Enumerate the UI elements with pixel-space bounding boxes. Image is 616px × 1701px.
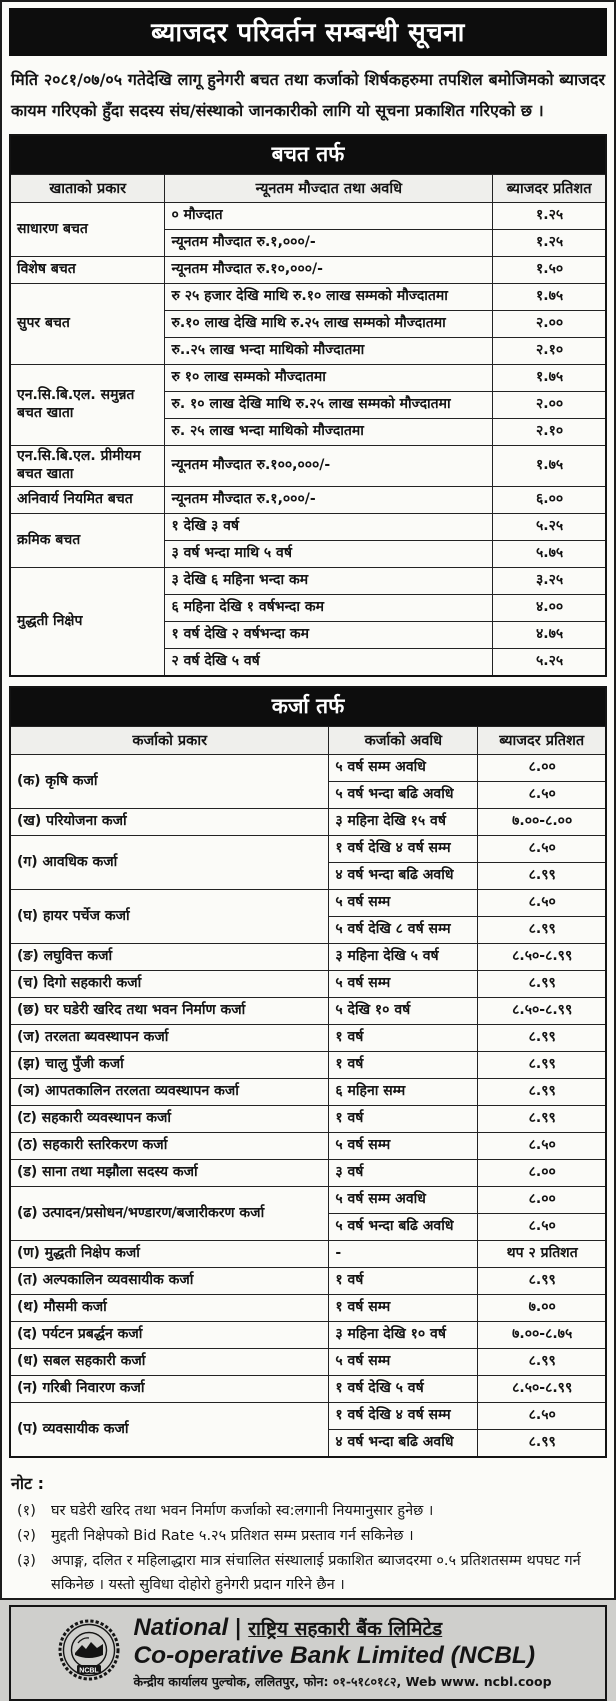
loan-table-row: [10, 1295, 606, 1322]
loan-condition-cell: ५ देखि १० वर्ष: [329, 998, 478, 1025]
loan-table-row: [10, 1133, 606, 1160]
savings-rate-cell: २.००: [493, 392, 606, 419]
savings-condition-cell: न्यूनतम मौज्दात रु.१०,०००/-: [165, 257, 493, 284]
loan-type-cell: (ट) सहकारी व्यवस्थापन कर्जा: [10, 1106, 329, 1133]
bank-footer: [9, 1605, 607, 1701]
note-number: (१): [17, 1502, 36, 1519]
loan-table-row: [10, 1106, 606, 1133]
savings-condition-cell: न्यूनतम मौज्दात रु.१,०००/-: [165, 230, 493, 257]
loan-type-cell: (घ) हायर पर्चेज कर्जा: [10, 890, 329, 944]
savings-condition-cell: ६ महिना देखि १ वर्षभन्दा कम: [165, 595, 493, 622]
loan-type-cell: (न) गरिबी निवारण कर्जा: [10, 1376, 329, 1403]
loan-table-row: [10, 890, 606, 917]
loan-condition-cell: ३ महिना देखि ५ वर्ष: [329, 944, 478, 971]
savings-table-row: [10, 446, 606, 487]
savings-rate-cell: १.७५: [493, 365, 606, 392]
savings-rate-cell: ६.००: [493, 487, 606, 514]
loan-type-cell: (त) अल्पकालिन व्यवसायीक कर्जा: [10, 1268, 329, 1295]
notes-label: नोट :: [11, 1474, 45, 1494]
loan-table-row: [10, 1241, 606, 1268]
loan-condition-cell: ३ वर्ष: [329, 1160, 478, 1187]
loan-table-row: [10, 1322, 606, 1349]
loan-rate-cell: ८.९९: [478, 1430, 606, 1458]
savings-type-cell: एन.सि.बि.एल. प्रीमीयम बचत खाता: [10, 446, 165, 487]
loan-rate-cell: ८.५०: [478, 890, 606, 917]
loan-condition-cell: ५ वर्ष सम्म: [329, 890, 478, 917]
loan-condition-cell: ६ महिना सम्म: [329, 1079, 478, 1106]
loan-type-cell: (द) पर्यटन प्रबर्द्धन कर्जा: [10, 1322, 329, 1349]
loan-condition-cell: ५ वर्ष सम्म: [329, 1349, 478, 1376]
savings-table-row: [10, 203, 606, 230]
savings-table-title: बचत तर्फ: [10, 135, 606, 175]
loan-rate-cell: ७.००-८.७५: [478, 1322, 606, 1349]
savings-table-row: [10, 284, 606, 311]
loan-column-header: कर्जाको प्रकार: [10, 727, 329, 755]
loan-condition-cell: ५ वर्ष सम्म अवधि: [329, 755, 478, 782]
savings-rate-cell: ४.७५: [493, 622, 606, 649]
loan-rate-cell: ८.५०-८.९९: [478, 1376, 606, 1403]
loan-condition-cell: १ वर्ष: [329, 1052, 478, 1079]
savings-condition-cell: रु १० लाख सम्मको मौज्दातमा: [165, 365, 493, 392]
bank-address-line: केन्द्रीय कार्यालय पुल्चोक, ललितपुर, फोन: ०१-५१८०१८२, Web www. ncbl.coop: [133, 1673, 552, 1689]
savings-rate-table: [9, 134, 607, 677]
savings-table-row: [10, 257, 606, 284]
loan-condition-cell: १ वर्ष: [329, 1106, 478, 1133]
loan-table-title: कर्जा तर्फ: [10, 687, 606, 727]
loan-rate-cell: ८.९९: [478, 1025, 606, 1052]
loan-rate-cell: ८.९९: [478, 1106, 606, 1133]
note-text: घर घडेरी खरिद तथा भवन निर्माण कर्जाको स्व:लगानी नियमानुसार हुनेछ ।: [51, 1502, 434, 1519]
loan-condition-cell: ५ वर्ष सम्म अवधि: [329, 1187, 478, 1214]
loan-condition-cell: ५ वर्ष सम्म: [329, 971, 478, 998]
loan-type-cell: (ढ) उत्पादन/प्रसोधन/भण्डारण/बजारीकरण कर्जा: [10, 1187, 329, 1241]
savings-type-cell: मुद्धती निक्षेप: [10, 568, 165, 677]
loan-condition-cell: ३ महिना देखि १० वर्ष: [329, 1322, 478, 1349]
loan-condition-cell: ३ महिना देखि १५ वर्ष: [329, 809, 478, 836]
loan-condition-cell: ४ वर्ष भन्दा बढि अवधि: [329, 1430, 478, 1458]
savings-type-cell: सुपर बचत: [10, 284, 165, 365]
loan-condition-cell: ५ वर्ष सम्म: [329, 1133, 478, 1160]
savings-condition-cell: रु.१० लाख देखि माथि रु.२५ लाख सम्मको मौज्दातमा: [165, 311, 493, 338]
loan-table-row: [10, 1268, 606, 1295]
loan-type-cell: (ङ) लघुवित्त कर्जा: [10, 944, 329, 971]
savings-column-header: खाताको प्रकार: [10, 175, 165, 203]
savings-rate-cell: १.२५: [493, 230, 606, 257]
loan-column-header: ब्याजदर प्रतिशत: [478, 727, 606, 755]
loan-table-row: [10, 1160, 606, 1187]
savings-condition-cell: २ वर्ष देखि ५ वर्ष: [165, 649, 493, 677]
savings-type-cell: विशेष बचत: [10, 257, 165, 284]
bank-name-block: [133, 1614, 551, 1690]
savings-type-cell: क्रमिक बचत: [10, 514, 165, 568]
loan-table-row: [10, 1376, 606, 1403]
savings-rate-cell: १.७५: [493, 446, 606, 487]
loan-rate-cell: ८.९९: [478, 971, 606, 998]
loan-rate-cell: ८.९९: [478, 1079, 606, 1106]
loan-rate-cell: ८.००: [478, 755, 606, 782]
loan-table-row: [10, 944, 606, 971]
savings-rate-cell: ५.७५: [493, 541, 606, 568]
savings-type-cell: एन.सि.बि.एल. समुन्नत बचत खाता: [10, 365, 165, 446]
loan-type-cell: (प) व्यवसायीक कर्जा: [10, 1403, 329, 1458]
savings-type-cell: साधारण बचत: [10, 203, 165, 257]
loan-condition-cell: १ वर्ष देखि ५ वर्ष: [329, 1376, 478, 1403]
savings-condition-cell: ३ देखि ६ महिना भन्दा कम: [165, 568, 493, 595]
loan-rate-cell: ८.५०: [478, 1214, 606, 1241]
loan-rate-cell: ८.५०: [478, 782, 606, 809]
loan-type-cell: (थ) मौसमी कर्जा: [10, 1295, 329, 1322]
loan-rate-cell: ८.५०-८.९९: [478, 998, 606, 1025]
loan-type-cell: (छ) घर घडेरी खरिद तथा भवन निर्माण कर्जा: [10, 998, 329, 1025]
savings-table-row: [10, 514, 606, 541]
loan-rate-cell: ७.००: [478, 1295, 606, 1322]
loan-condition-cell: १ वर्ष देखि ४ वर्ष सम्म: [329, 836, 478, 863]
loan-type-cell: (झ) चालु पुँजी कर्जा: [10, 1052, 329, 1079]
loan-rate-table: [9, 686, 607, 1458]
savings-rate-cell: १.५०: [493, 257, 606, 284]
savings-condition-cell: रु. २५ लाख भन्दा माथिको मौज्दातमा: [165, 419, 493, 446]
intro-paragraph: मिति २०८१/०७/०५ गतेदेखि लागू हुनेगरी बचत तथा कर्जाको शिर्षकहरुमा तपशिल बमोजिमको ब्याजदर कायम गरिएको हुँदा सदस्य संघ/संस्थाको जानकारीको लागि यो सूचना प्रकाशित गरिएको छ ।: [11, 70, 605, 121]
loan-table-row: [10, 1052, 606, 1079]
savings-condition-cell: ० मौज्दात: [165, 203, 493, 230]
note-number: (२): [17, 1528, 36, 1545]
bank-name-english: Co-operative Bank Limited (NCBL): [133, 1641, 536, 1669]
loan-rate-cell: ८.५०: [478, 836, 606, 863]
loan-type-cell: (ञ) आपतकालिन तरलता व्यवस्थापन कर्जा: [10, 1079, 329, 1106]
ncbl-logo-icon: [58, 1619, 120, 1685]
savings-rate-cell: ५.२५: [493, 514, 606, 541]
note-item: [11, 1499, 605, 1524]
loan-condition-cell: १ वर्ष देखि ४ वर्ष सम्म: [329, 1403, 478, 1430]
savings-condition-cell: ३ वर्ष भन्दा माथि ५ वर्ष: [165, 541, 493, 568]
notes-list: [11, 1499, 605, 1598]
loan-condition-cell: ५ वर्ष भन्दा बढि अवधि: [329, 1214, 478, 1241]
loan-rate-cell: ८.९९: [478, 863, 606, 890]
savings-column-header: न्यूनतम मौज्दात तथा अवधि: [165, 175, 493, 203]
note-number: (३): [17, 1553, 36, 1570]
loan-type-cell: (ध) सबल सहकारी कर्जा: [10, 1349, 329, 1376]
loan-table-row: [10, 836, 606, 863]
loan-table-row: [10, 809, 606, 836]
savings-table-body: [10, 203, 606, 677]
loan-table-row: [10, 755, 606, 782]
loan-rate-cell: ७.००-८.००: [478, 809, 606, 836]
loan-type-cell: (ख) परियोजना कर्जा: [10, 809, 329, 836]
savings-rate-cell: ३.२५: [493, 568, 606, 595]
savings-condition-cell: रु..२५ लाख भन्दा माथिको मौज्दातमा: [165, 338, 493, 365]
note-text: मुद्दती निक्षेपको Bid Rate ५.२५ प्रतिशत सम्म प्रस्ताव गर्न सकिनेछ ।: [51, 1528, 414, 1545]
savings-condition-cell: रु २५ हजार देखि माथि रु.१० लाख सम्मको मौज्दातमा: [165, 284, 493, 311]
loan-rate-cell: ८.९९: [478, 1268, 606, 1295]
loan-table-row: [10, 1079, 606, 1106]
loan-rate-cell: ८.००: [478, 1187, 606, 1214]
loan-rate-cell: ८.५०-८.९९: [478, 944, 606, 971]
savings-table-row: [10, 365, 606, 392]
loan-column-header: कर्जाको अवधि: [329, 727, 478, 755]
loan-condition-cell: १ वर्ष: [329, 1025, 478, 1052]
loan-table-row: [10, 971, 606, 998]
loan-condition-cell: ५ वर्ष भन्दा बढि अवधि: [329, 782, 478, 809]
savings-type-cell: अनिवार्य नियमित बचत: [10, 487, 165, 514]
loan-type-cell: (ठ) सहकारी स्तरिकरण कर्जा: [10, 1133, 329, 1160]
savings-table-row: [10, 487, 606, 514]
savings-rate-cell: २.१०: [493, 338, 606, 365]
page-title: ब्याजदर परिवर्तन सम्बन्धी सूचना: [9, 8, 607, 56]
loan-condition-cell: -: [329, 1241, 478, 1268]
savings-rate-cell: १.७५: [493, 284, 606, 311]
savings-rate-cell: ४.००: [493, 595, 606, 622]
loan-condition-cell: ५ वर्ष देखि ८ वर्ष सम्म: [329, 917, 478, 944]
notes-section: [9, 1467, 607, 1597]
loan-condition-cell: ४ वर्ष भन्दा बढि अवधि: [329, 863, 478, 890]
loan-table-row: [10, 1025, 606, 1052]
bank-name-english-prefix: National: [133, 1613, 229, 1641]
loan-type-cell: (क) कृषि कर्जा: [10, 755, 329, 809]
loan-condition-cell: १ वर्ष सम्म: [329, 1295, 478, 1322]
loan-rate-cell: ८.५०: [478, 1133, 606, 1160]
loan-rate-cell: ८.००: [478, 1160, 606, 1187]
savings-condition-cell: न्यूनतम मौज्दात रु.१००,०००/-: [165, 446, 493, 487]
bank-name-nepali: राष्ट्रिय सहकारी बैंक लिमिटेड: [248, 1617, 443, 1640]
loan-condition-cell: १ वर्ष: [329, 1268, 478, 1295]
loan-table-row: [10, 1349, 606, 1376]
savings-condition-cell: १ वर्ष देखि २ वर्षभन्दा कम: [165, 622, 493, 649]
savings-rate-cell: ५.२५: [493, 649, 606, 677]
savings-column-header: ब्याजदर प्रतिशत: [493, 175, 606, 203]
savings-rate-cell: २.१०: [493, 419, 606, 446]
loan-rate-cell: ८.९९: [478, 1052, 606, 1079]
loan-rate-cell: ८.५०: [478, 1403, 606, 1430]
loan-rate-cell: थप २ प्रतिशत: [478, 1241, 606, 1268]
loan-type-cell: (ण) मुद्धती निक्षेप कर्जा: [10, 1241, 329, 1268]
loan-table-body: [10, 755, 606, 1458]
loan-type-cell: (ज) तरलता ब्यवस्थापन कर्जा: [10, 1025, 329, 1052]
savings-header-row: [10, 175, 606, 203]
savings-condition-cell: न्यूनतम मौज्दात रु.१,०००/-: [165, 487, 493, 514]
note-text: अपाङ्ग, दलित र महिलाद्धारा मात्र संचालित संस्थालाई प्रकाशित ब्याजदरमा ०.५ प्रतिशतसम्म थपघट गर्न सकिनेछ । यस्तो सुविधा दोहोरो हुनेगरी प्रदान गरिने छैन ।: [51, 1553, 581, 1593]
savings-rate-cell: १.२५: [493, 203, 606, 230]
bank-name-divider: |: [234, 1615, 243, 1641]
savings-condition-cell: १ देखि ३ वर्ष: [165, 514, 493, 541]
loan-type-cell: (च) दिगो सहकारी कर्जा: [10, 971, 329, 998]
loan-table-row: [10, 998, 606, 1025]
loan-rate-cell: ८.९९: [478, 1349, 606, 1376]
savings-rate-cell: २.००: [493, 311, 606, 338]
note-item: [11, 1524, 605, 1549]
loan-type-cell: (ग) आवधिक कर्जा: [10, 836, 329, 890]
loan-header-row: [10, 727, 606, 755]
logo-ncbl-text: NCBL: [79, 1667, 100, 1675]
loan-table-row: [10, 1187, 606, 1214]
loan-rate-cell: ८.९९: [478, 917, 606, 944]
note-item: [11, 1549, 605, 1597]
loan-table-row: [10, 1403, 606, 1430]
loan-type-cell: (ड) साना तथा मझौला सदस्य कर्जा: [10, 1160, 329, 1187]
savings-table-row: [10, 568, 606, 595]
savings-condition-cell: रु. १० लाख देखि माथि रु.२५ लाख सम्मको मौज्दातमा: [165, 392, 493, 419]
